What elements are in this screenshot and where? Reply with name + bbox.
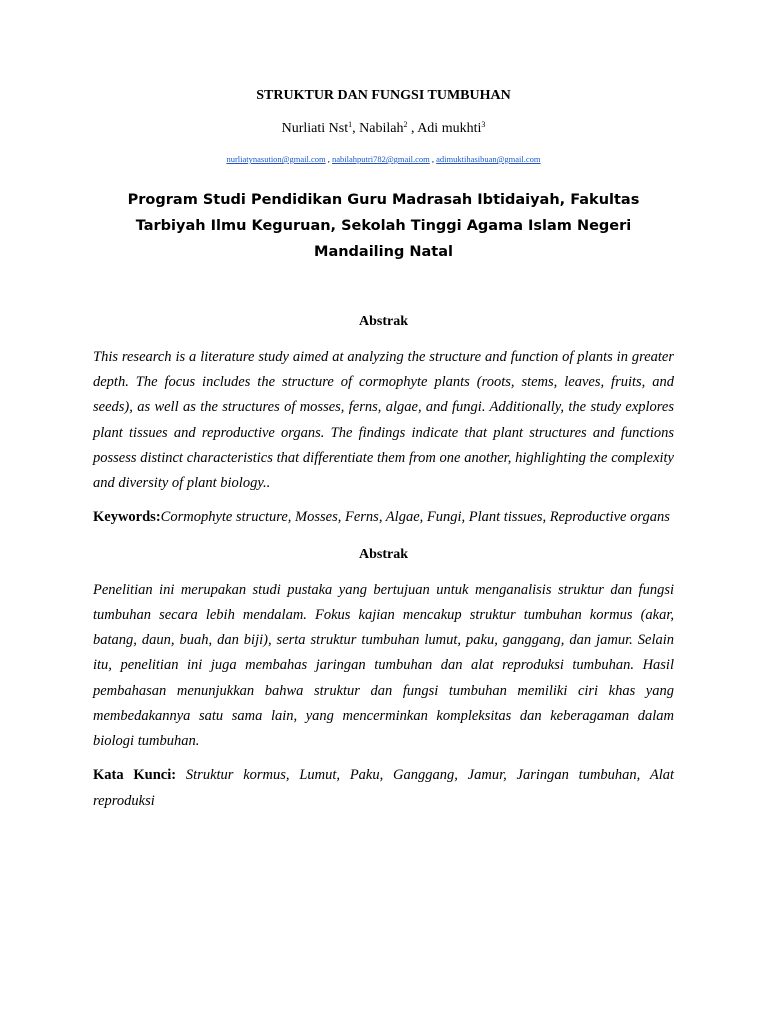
author-line xyxy=(93,121,674,137)
keywords-id xyxy=(93,763,674,814)
author-name: Nabilah xyxy=(359,121,404,136)
author-separator: , xyxy=(352,121,360,136)
abstract-text-id: Penelitian ini merupakan studi pustaka yang bertujuan untuk menganalisis struktur dan fungsi tumbuhan secara lebih mendalam. Fokus kajian mencakup struktur tumbuhan kormus (akar, batang, daun, buah, dan biji), serta struktur tumbuhan lumut, paku, ganggang, dan jamur. Selain itu, penelitian ini juga membahas jaringan tumbuhan dan alat reproduksi tumbuhan. Hasil pembahasan menunjukkan bahwa struktur dan fungsi tumbuhan memiliki ciri khas yang membedakannya satu sama lain, yang mencerminkan kompleksitas dan keberagaman dalam biologi tumbuhan. xyxy=(93,581,674,749)
author-affiliation-mark: 3 xyxy=(481,120,486,129)
author-affiliation-mark: 2 xyxy=(403,120,408,129)
author-name: Adi mukhti xyxy=(417,121,482,136)
keywords-list: Struktur kormus, Lumut, Paku, Ganggang, Jamur, Jaringan tumbuhan, Alat reproduksi xyxy=(93,767,674,809)
keywords-en xyxy=(93,505,674,531)
affiliation: Program Studi Pendidikan Guru Madrasah Ibtidaiyah, Fakultas Tarbiyah Ilmu Keguruan, Sekolah Tinggi Agama Islam Negeri Mandailing Natal xyxy=(127,192,640,260)
keywords-list: Cormophyte structure, Mosses, Ferns, Algae, Fungi, Plant tissues, Reproductive organs xyxy=(160,509,670,526)
email-link-3[interactable]: adimuktihasibuan@gmail.com xyxy=(436,154,541,164)
email-separator: , xyxy=(429,154,437,164)
abstract-heading-id: Abstrak xyxy=(358,546,408,562)
email-separator: , xyxy=(325,154,332,164)
keywords-label: Keywords: xyxy=(93,509,161,526)
abstract-text-en: This research is a literature study aimed at analyzing the structure and function of plants in greater depth. The focus includes the structure of cormophyte plants (roots, stems, leaves, fruits, and seeds), as well as the structures of mosses, ferns, algae, and fungi. Additionally, the study explores plant tissues and reproductive organs. The findings indicate that plant structures and functions possess distinct characteristics that differentiate them from one another, highlighting the complexity and diversity of plant biology.. xyxy=(93,349,674,492)
author-separator: , xyxy=(407,121,418,136)
paper-title: STRUKTUR DAN FUNGSI TUMBUHAN xyxy=(256,88,511,103)
email-link-2[interactable]: nabilahputri782@gmail.com xyxy=(332,154,430,164)
author-name: Nurliati Nst xyxy=(281,121,349,136)
author-affiliation-mark: 1 xyxy=(348,120,353,129)
abstract-heading-en: Abstrak xyxy=(358,314,408,329)
keywords-label: Kata Kunci: xyxy=(93,767,177,784)
email-link-1[interactable]: nurliatynasution@gmail.com xyxy=(226,154,326,164)
paper-page xyxy=(93,88,674,814)
email-line xyxy=(93,154,674,164)
